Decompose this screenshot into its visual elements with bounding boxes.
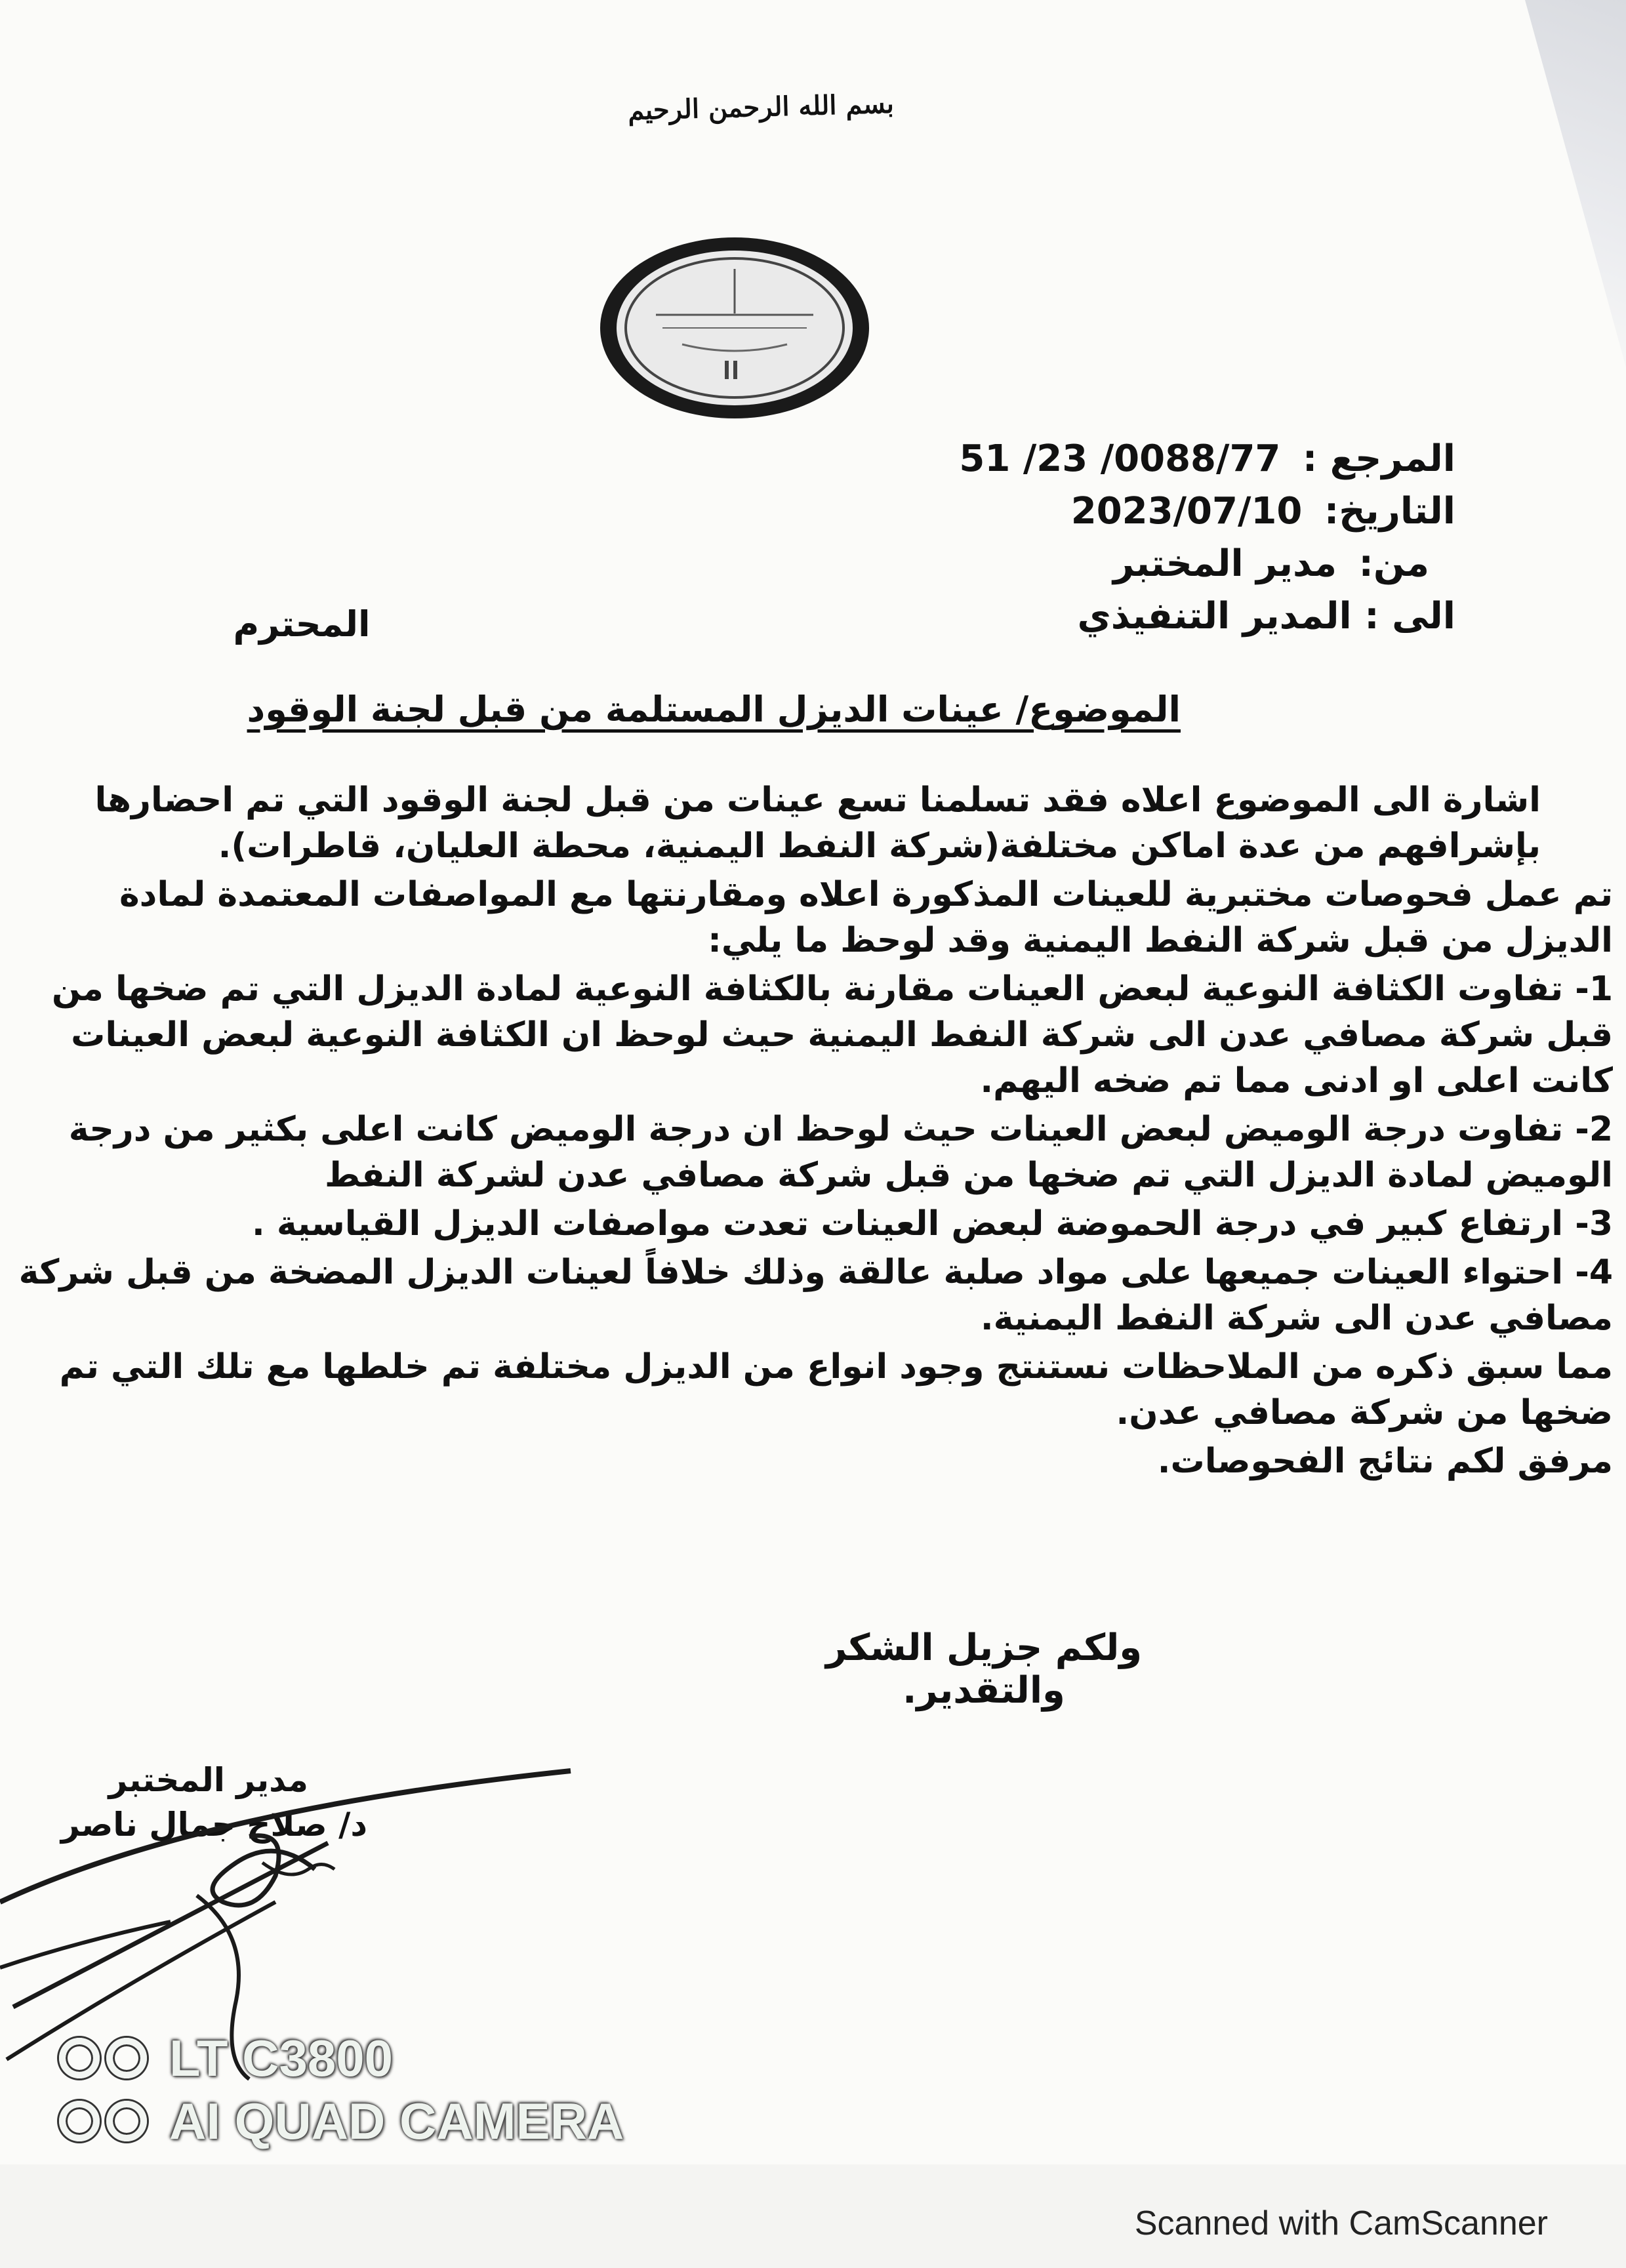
signer-name: د/ صلاح جمال ناصر xyxy=(60,1806,367,1844)
date-label: التاريخ: xyxy=(1324,490,1455,533)
letter-body xyxy=(12,777,1613,1487)
camera-model-text: LT C3800 xyxy=(169,2029,394,2087)
camera-lens-icon xyxy=(59,2038,153,2078)
basmala-heading: بسم الله الرحمن الرحيم xyxy=(627,88,895,127)
attachment-note: مرفق لكم نتائج الفحوصات. xyxy=(1157,1442,1613,1481)
from-value: مدير المختبر xyxy=(1112,542,1337,585)
reference-number: 51 /23 /0088/77 xyxy=(959,437,1281,480)
to-row xyxy=(865,590,1455,643)
camera-label-row xyxy=(59,2090,649,2153)
scanner-footer-text: Scanned with CamScanner xyxy=(1134,2204,1548,2242)
date-value: 2023/07/10 xyxy=(1070,490,1303,533)
finding-item: 4- احتواء العينات جميعها على مواد صلبة عالقة وذلك خلافاً لعينات الديزل المضخة من قبل شركة مصافي عدن الى شركة النفط اليمنية. xyxy=(18,1253,1613,1338)
signer-title: مدير المختبر xyxy=(108,1761,308,1799)
body-paragraph: اشارة الى الموضوع اعلاه فقد تسلمنا تسع عينات من قبل لجنة الوقود التي تم احضارها بإشرافهم من عدة اماكن مختلفة(شركة النفط اليمنية، محطة العليان، قاطرات). xyxy=(94,780,1541,866)
respected-salutation: المحترم xyxy=(233,603,371,645)
reference-row xyxy=(865,433,1455,485)
date-row xyxy=(865,485,1455,538)
page-fold-shadow xyxy=(1482,0,1626,367)
from-label: من: xyxy=(1358,542,1429,585)
camera-label-text: AI QUAD CAMERA xyxy=(169,2092,624,2150)
official-seal-logo xyxy=(590,230,879,426)
camera-watermark xyxy=(59,2027,649,2153)
finding-item: 1- تفاوت الكثافة النوعية لبعض العينات مقارنة بالكثافة النوعية لمادة الديزل التي تم ضخها من قبل شركة مصافي عدن الى شركة النفط اليمنية حيث لوحظ ان الكثافة النوعية لبعض العينات كانت اعلى او ادنى مما تم ضخه اليهم. xyxy=(51,969,1613,1101)
body-paragraph: تم عمل فحوصات مختبرية للعينات المذكورة اعلاه ومقارنتها مع المواصفات المعتمدة لمادة الديزل من قبل شركة النفط اليمنية وقد لوحظ ما يلي: xyxy=(119,875,1613,960)
letter-subject: الموضوع/ عينات الديزل المستلمة من قبل لجنة الوقود xyxy=(247,689,1181,730)
letter-header-info xyxy=(865,433,1455,643)
finding-item: 3- ارتفاع كبير في درجة الحموضة لبعض العينات تعدت مواصفات الديزل القياسية . xyxy=(252,1204,1613,1244)
to-value: المدير التنفيذي xyxy=(1077,595,1352,638)
closing-line: ولكم جزيل الشكر والتقدير. xyxy=(825,1627,1143,1712)
camera-lens-icon xyxy=(59,2101,153,2141)
conclusion-paragraph: مما سبق ذكره من الملاحظات نستنتج وجود انواع من الديزل مختلفة تم خلطها مع تلك التي تم ضخها من شركة مصافي عدن. xyxy=(59,1347,1613,1432)
from-row xyxy=(865,538,1455,590)
to-label: الى : xyxy=(1364,595,1455,638)
finding-item: 2- تفاوت درجة الوميض لبعض العينات حيث لوحظ ان درجة الوميض كانت اعلى بكثير من درجة الوميض لمادة الديزل التي تم ضخها من قبل شركة مصافي عدن لشركة النفط xyxy=(68,1110,1613,1195)
camera-model-row xyxy=(59,2027,649,2090)
reference-label: المرجع : xyxy=(1302,437,1455,480)
